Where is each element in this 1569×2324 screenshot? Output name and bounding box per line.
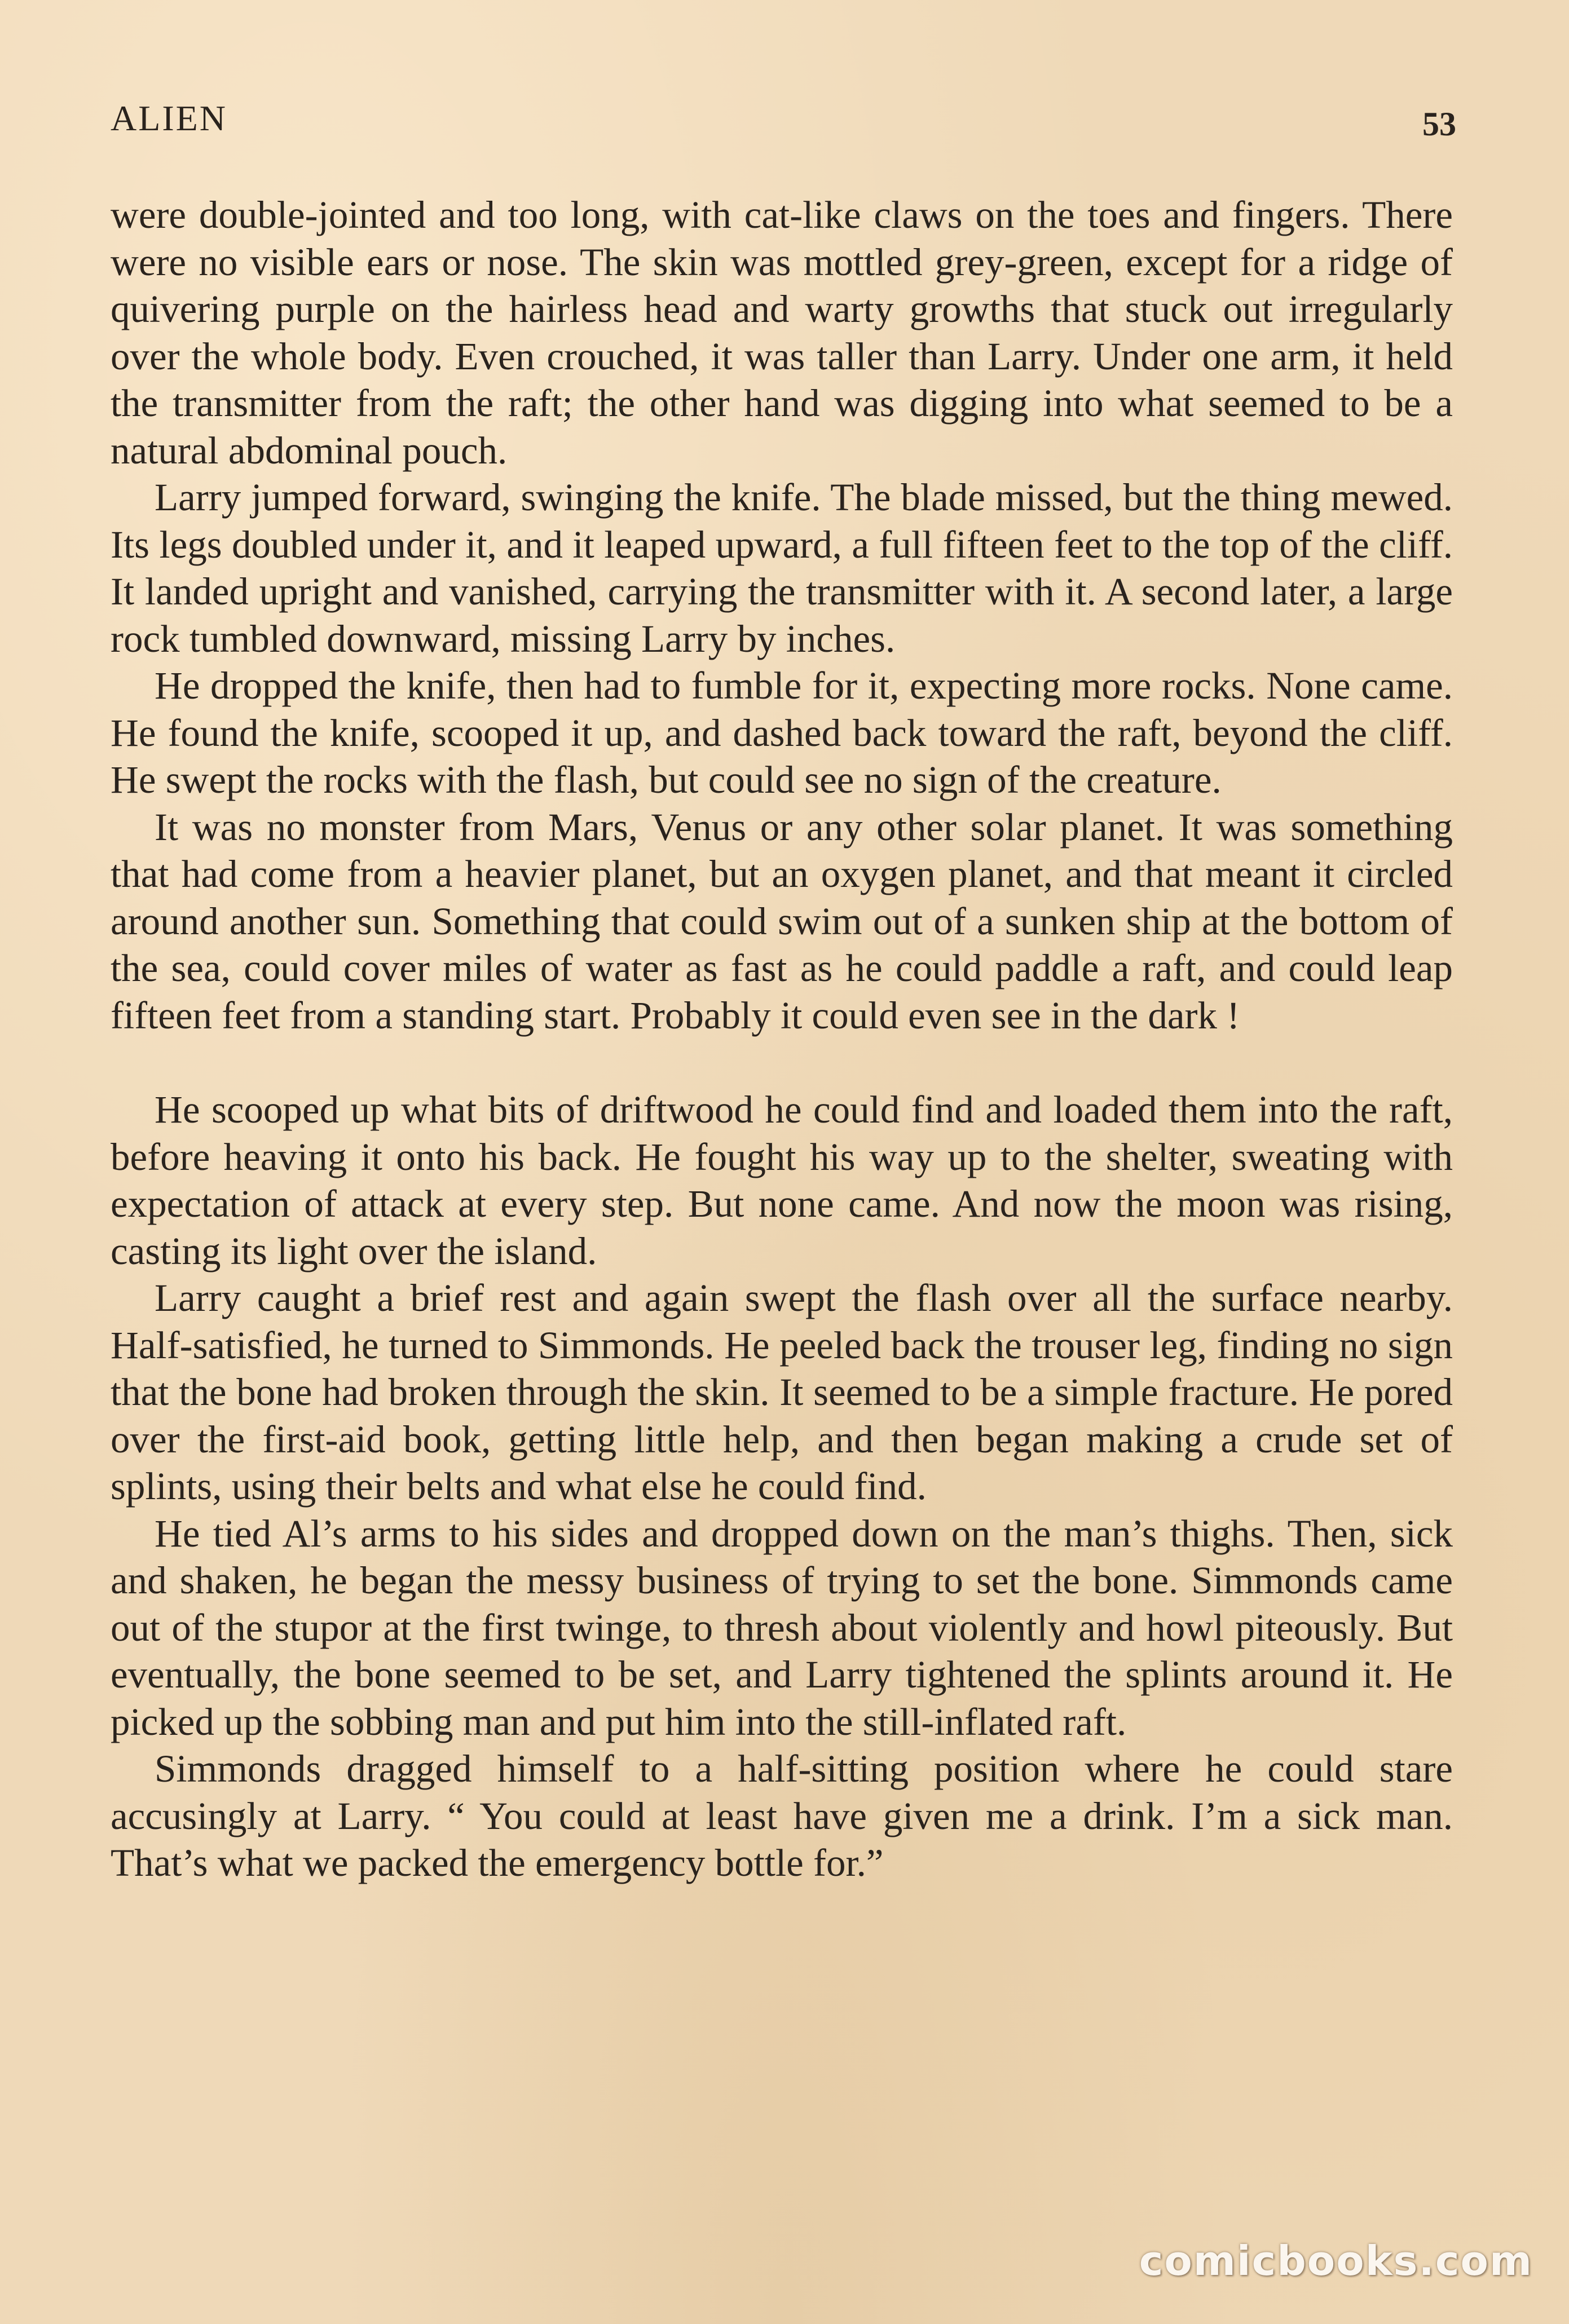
paragraph-8: Simmonds dragged himself to a half-sitting position where he could stare accusingly at Larry. “ You could at least have given me a drink. I’m a sick man. That’s what we packed the emergency bottle for.” — [111, 1747, 1453, 1884]
paragraph-7: He tied Al’s arms to his sides and dropped down on the man’s thighs. Then, sick and shaken, he began the messy business of trying to set the bone. Simmonds came out of the stupor at the first twinge, to thresh about violently and howl piteously. But eventually, the bone seemed to be set, and Larry tightened the splints around it. He picked up the sobbing man and put him into the still-inflated raft. — [111, 1512, 1453, 1743]
page-number: 53 — [1422, 105, 1456, 143]
body-text — [111, 192, 1453, 1887]
paragraph-6: Larry caught a brief rest and again swept the flash over all the surface nearby. Half-satisfied, he turned to Simmonds. He peeled back the trouser leg, finding no sign that the bone had broken through the skin. It seemed to be a simple fracture. He pored over the first-aid book, getting little help, and then began making a crude set of splints, using their belts and what else he could find. — [111, 1276, 1453, 1508]
paragraph-2: Larry jumped forward, swinging the knife. The blade missed, but the thing mewed. Its legs doubled under it, and it leaped upward, a full fifteen feet to the top of the cliff. It landed upright and vanished, carrying the transmitter with it. A second later, a large rock tumbled downward, missing Larry by inches. — [111, 476, 1453, 660]
paragraph-4: It was no monster from Mars, Venus or any other solar planet. It was something that had come from a heavier planet, but an oxygen planet, and that meant it circled around another sun. Something that could swim out of a sunken ship at the bottom of the sea, could cover miles of water as fast as he could paddle a raft, and could leap fifteen feet from a standing start. Probably it could even see in the dark ! — [111, 805, 1453, 1037]
paragraph-5: He scooped up what bits of driftwood he could find and loaded them into the raft, before heaving it onto his back. He fought his way up to the shelter, sweating with expectation of attack at every step. But none came. And now the moon was rising, casting its light over the island. — [111, 1088, 1453, 1273]
watermark: comicbooks.com — [1139, 2237, 1533, 2285]
running-head-title: ALIEN — [111, 98, 227, 138]
paragraph-1: were double-jointed and too long, with cat-like claws on the toes and fingers. There were no visible ears or nose. The skin was mottled grey-green, except for a ridge of quivering purple on the hairless head and warty growths that stuck out irregularly over the whole body. Even crouched, it was taller than Larry. Under one arm, it held the transmitter from the raft; the other hand was digging into what seemed to be a natural abdominal pouch. — [111, 193, 1453, 472]
paragraph-3: He dropped the knife, then had to fumble for it, expecting more rocks. None came. He found the knife, scooped it up, and dashed back toward the raft, beyond the cliff. He swept the rocks with the flash, but could see no sign of the creature. — [111, 664, 1453, 801]
